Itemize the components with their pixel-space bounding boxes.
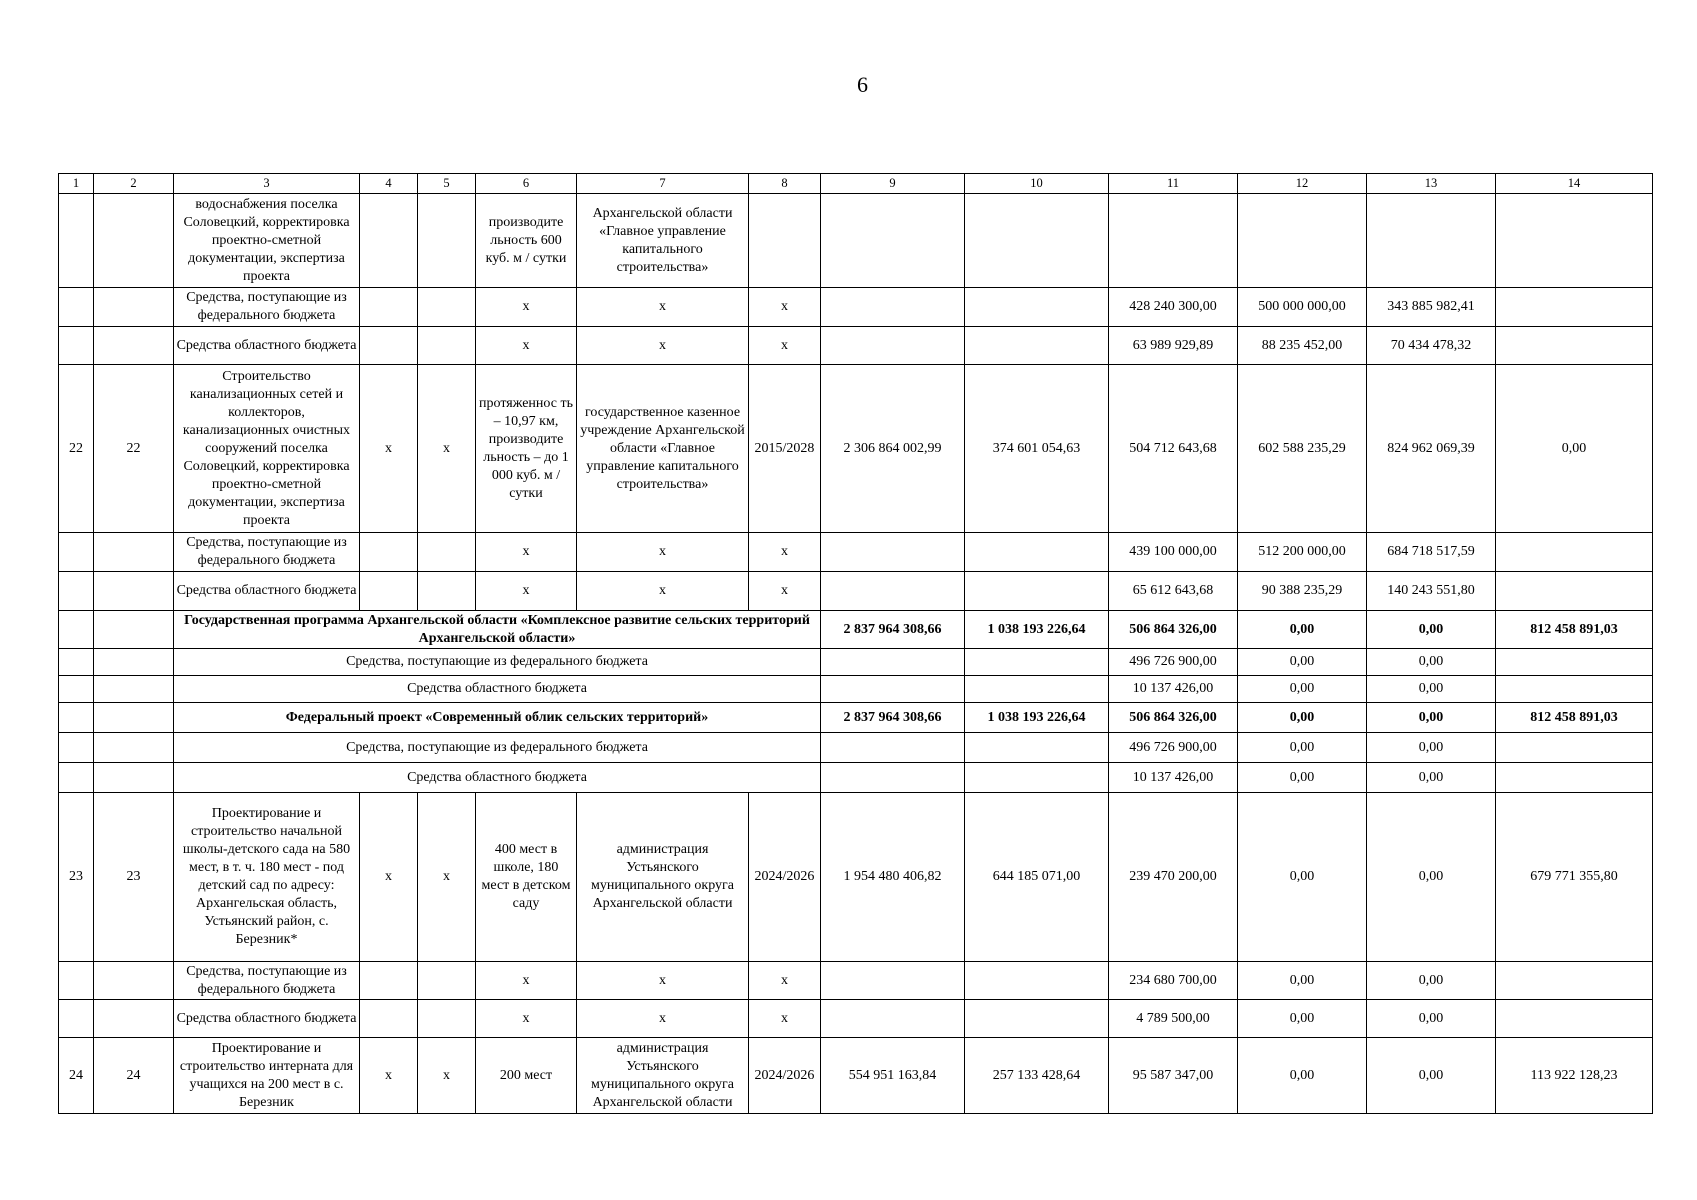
- amount-cell: [1496, 763, 1653, 793]
- table-cell: [59, 763, 94, 793]
- table-row: [59, 793, 1653, 962]
- table-cell: [94, 763, 174, 793]
- table-cell: [360, 962, 418, 1000]
- funding-source-cell: Средства, поступающие из федерального бюджета: [174, 733, 821, 763]
- table-cell: [418, 1000, 476, 1038]
- row-number-cell: [94, 962, 174, 1000]
- item-name-cell: Средства областного бюджета: [174, 1000, 360, 1038]
- table-cell: х: [577, 327, 749, 365]
- table-row: [59, 533, 1653, 572]
- row-number-cell: [59, 1000, 94, 1038]
- amount-cell: 0,00: [1238, 1038, 1367, 1114]
- header-cell: 5: [418, 174, 476, 194]
- table-cell: х: [360, 365, 418, 533]
- amount-cell: [821, 676, 965, 703]
- amount-cell: [1496, 533, 1653, 572]
- item-name-cell: Средства, поступающие из федерального бюджета: [174, 288, 360, 327]
- row-number-cell: [59, 533, 94, 572]
- amount-cell: [821, 572, 965, 611]
- amount-cell: [821, 1000, 965, 1038]
- header-cell: 3: [174, 174, 360, 194]
- amount-cell: 113 922 128,23: [1496, 1038, 1653, 1114]
- row-number-cell: 24: [94, 1038, 174, 1114]
- table-cell: администрация Устьянского муниципального округа Архангельской области: [577, 793, 749, 962]
- summary-row: [59, 763, 1653, 793]
- funding-source-cell: Средства областного бюджета: [174, 676, 821, 703]
- amount-cell: 0,00: [1238, 676, 1367, 703]
- table-cell: х: [577, 1000, 749, 1038]
- amount-cell: 1 954 480 406,82: [821, 793, 965, 962]
- table-cell: х: [476, 1000, 577, 1038]
- amount-cell: 0,00: [1367, 1038, 1496, 1114]
- row-number-cell: [59, 194, 94, 288]
- summary-row: [59, 733, 1653, 763]
- amount-cell: [821, 327, 965, 365]
- amount-cell: [965, 288, 1109, 327]
- table-cell: [418, 572, 476, 611]
- table-cell: [94, 676, 174, 703]
- header-cell: 13: [1367, 174, 1496, 194]
- item-name-cell: Средства, поступающие из федерального бюджета: [174, 962, 360, 1000]
- table-cell: х: [577, 288, 749, 327]
- amount-cell: 512 200 000,00: [1238, 533, 1367, 572]
- amount-cell: 2 837 964 308,66: [821, 611, 965, 649]
- row-number-cell: [94, 1000, 174, 1038]
- amount-cell: [1109, 194, 1238, 288]
- amount-cell: 88 235 452,00: [1238, 327, 1367, 365]
- amount-cell: 0,00: [1367, 676, 1496, 703]
- budget-table: [58, 173, 1653, 1114]
- table-cell: х: [749, 288, 821, 327]
- header-cell: 14: [1496, 174, 1653, 194]
- amount-cell: 234 680 700,00: [1109, 962, 1238, 1000]
- amount-cell: [1496, 676, 1653, 703]
- summary-row: [59, 611, 1653, 649]
- amount-cell: 10 137 426,00: [1109, 676, 1238, 703]
- header-cell: 6: [476, 174, 577, 194]
- amount-cell: [965, 763, 1109, 793]
- amount-cell: 63 989 929,89: [1109, 327, 1238, 365]
- amount-cell: 506 864 326,00: [1109, 611, 1238, 649]
- header-cell: 7: [577, 174, 749, 194]
- amount-cell: [1238, 194, 1367, 288]
- amount-cell: [1496, 327, 1653, 365]
- table-cell: 2015/2028: [749, 365, 821, 533]
- table-row: [59, 194, 1653, 288]
- table-cell: государственное казенное учреждение Архангельской области «Главное управление капитального строительства»: [577, 365, 749, 533]
- table-cell: х: [749, 533, 821, 572]
- amount-cell: 496 726 900,00: [1109, 733, 1238, 763]
- amount-cell: [965, 1000, 1109, 1038]
- amount-cell: 1 038 193 226,64: [965, 703, 1109, 733]
- header-row: [59, 174, 1653, 194]
- table-row: [59, 327, 1653, 365]
- funding-source-cell: Средства, поступающие из федерального бюджета: [174, 649, 821, 676]
- table-cell: [360, 327, 418, 365]
- table-cell: х: [749, 572, 821, 611]
- table-cell: протяженнос ть – 10,97 км, производите льность – до 1 000 куб. м / сутки: [476, 365, 577, 533]
- row-number-cell: [94, 327, 174, 365]
- page-number: 6: [857, 72, 868, 97]
- amount-cell: 4 789 500,00: [1109, 1000, 1238, 1038]
- table-cell: [94, 649, 174, 676]
- table-cell: х: [577, 962, 749, 1000]
- table-row: [59, 365, 1653, 533]
- amount-cell: 824 962 069,39: [1367, 365, 1496, 533]
- amount-cell: [1496, 572, 1653, 611]
- amount-cell: 812 458 891,03: [1496, 703, 1653, 733]
- table-cell: производите льность 600 куб. м / сутки: [476, 194, 577, 288]
- funding-source-cell: Средства областного бюджета: [174, 763, 821, 793]
- amount-cell: 679 771 355,80: [1496, 793, 1653, 962]
- amount-cell: 0,00: [1367, 649, 1496, 676]
- row-number-cell: [94, 533, 174, 572]
- amount-cell: [821, 533, 965, 572]
- table-cell: [360, 194, 418, 288]
- table-cell: х: [749, 327, 821, 365]
- amount-cell: [1496, 194, 1653, 288]
- amount-cell: [965, 962, 1109, 1000]
- amount-cell: 90 388 235,29: [1238, 572, 1367, 611]
- header-cell: 8: [749, 174, 821, 194]
- header-cell: 2: [94, 174, 174, 194]
- amount-cell: 257 133 428,64: [965, 1038, 1109, 1114]
- table-cell: 2024/2026: [749, 793, 821, 962]
- summary-row: [59, 703, 1653, 733]
- table-cell: [418, 288, 476, 327]
- row-number-cell: [94, 194, 174, 288]
- table-cell: [360, 1000, 418, 1038]
- table-cell: [59, 703, 94, 733]
- amount-cell: 95 587 347,00: [1109, 1038, 1238, 1114]
- table-cell: х: [577, 572, 749, 611]
- table-cell: х: [360, 1038, 418, 1114]
- amount-cell: [965, 533, 1109, 572]
- amount-cell: 343 885 982,41: [1367, 288, 1496, 327]
- row-number-cell: [94, 572, 174, 611]
- table-cell: [749, 194, 821, 288]
- amount-cell: 644 185 071,00: [965, 793, 1109, 962]
- table-cell: х: [418, 365, 476, 533]
- amount-cell: 0,00: [1238, 1000, 1367, 1038]
- amount-cell: 0,00: [1367, 733, 1496, 763]
- table-cell: 2024/2026: [749, 1038, 821, 1114]
- row-number-cell: [59, 288, 94, 327]
- amount-cell: 554 951 163,84: [821, 1038, 965, 1114]
- amount-cell: [821, 649, 965, 676]
- amount-cell: [965, 676, 1109, 703]
- table-cell: х: [749, 962, 821, 1000]
- table-cell: х: [749, 1000, 821, 1038]
- amount-cell: 70 434 478,32: [1367, 327, 1496, 365]
- amount-cell: 0,00: [1367, 793, 1496, 962]
- row-number-cell: [94, 288, 174, 327]
- amount-cell: 0,00: [1367, 1000, 1496, 1038]
- amount-cell: [1367, 194, 1496, 288]
- table-cell: х: [476, 327, 577, 365]
- header-cell: 9: [821, 174, 965, 194]
- amount-cell: 602 588 235,29: [1238, 365, 1367, 533]
- table-cell: [59, 733, 94, 763]
- table-cell: [59, 649, 94, 676]
- header-cell: 1: [59, 174, 94, 194]
- row-number-cell: 23: [59, 793, 94, 962]
- amount-cell: [821, 962, 965, 1000]
- table-cell: [360, 288, 418, 327]
- amount-cell: [965, 327, 1109, 365]
- amount-cell: [965, 733, 1109, 763]
- table-cell: х: [476, 572, 577, 611]
- table-cell: 400 мест в школе, 180 мест в детском саду: [476, 793, 577, 962]
- table-cell: [94, 733, 174, 763]
- item-name-cell: Средства областного бюджета: [174, 327, 360, 365]
- amount-cell: [821, 288, 965, 327]
- table-cell: х: [360, 793, 418, 962]
- summary-row: [59, 649, 1653, 676]
- table-cell: [94, 611, 174, 649]
- amount-cell: 0,00: [1238, 649, 1367, 676]
- amount-cell: [965, 649, 1109, 676]
- amount-cell: [1496, 733, 1653, 763]
- table-cell: х: [577, 533, 749, 572]
- amount-cell: 1 038 193 226,64: [965, 611, 1109, 649]
- amount-cell: [821, 763, 965, 793]
- header-cell: 4: [360, 174, 418, 194]
- item-name-cell: Проектирование и строительство интерната для учащихся на 200 мест в с. Березник: [174, 1038, 360, 1114]
- amount-cell: 0,00: [1367, 611, 1496, 649]
- table-row: [59, 572, 1653, 611]
- section-title-cell: Федеральный проект «Современный облик сельских территорий»: [174, 703, 821, 733]
- table-cell: [418, 533, 476, 572]
- table-cell: 200 мест: [476, 1038, 577, 1114]
- amount-cell: 812 458 891,03: [1496, 611, 1653, 649]
- amount-cell: 10 137 426,00: [1109, 763, 1238, 793]
- amount-cell: 0,00: [1367, 962, 1496, 1000]
- item-name-cell: Строительство канализационных сетей и коллекторов, канализационных очистных сооружений поселка Соловецкий, корректировка проектно-сметной документации, экспертиза проекта: [174, 365, 360, 533]
- item-name-cell: Средства, поступающие из федерального бюджета: [174, 533, 360, 572]
- amount-cell: 0,00: [1238, 733, 1367, 763]
- amount-cell: 0,00: [1496, 365, 1653, 533]
- item-name-cell: водоснабжения поселка Соловецкий, корректировка проектно-сметной документации, экспертиза проекта: [174, 194, 360, 288]
- amount-cell: 684 718 517,59: [1367, 533, 1496, 572]
- amount-cell: 500 000 000,00: [1238, 288, 1367, 327]
- amount-cell: 239 470 200,00: [1109, 793, 1238, 962]
- item-name-cell: Проектирование и строительство начальной школы-детского сада на 580 мест, в т. ч. 180 мест - под детский сад по адресу: Архангельская область, Устьянский район, с. Березник*: [174, 793, 360, 962]
- item-name-cell: Средства областного бюджета: [174, 572, 360, 611]
- table-cell: [418, 327, 476, 365]
- table-row: [59, 1000, 1653, 1038]
- amount-cell: 428 240 300,00: [1109, 288, 1238, 327]
- amount-cell: 0,00: [1238, 793, 1367, 962]
- table-cell: [59, 676, 94, 703]
- table-cell: х: [476, 962, 577, 1000]
- amount-cell: 140 243 551,80: [1367, 572, 1496, 611]
- amount-cell: 0,00: [1238, 962, 1367, 1000]
- row-number-cell: [59, 572, 94, 611]
- amount-cell: 2 306 864 002,99: [821, 365, 965, 533]
- header-cell: 11: [1109, 174, 1238, 194]
- amount-cell: 0,00: [1367, 703, 1496, 733]
- amount-cell: [965, 572, 1109, 611]
- row-number-cell: [59, 327, 94, 365]
- amount-cell: [965, 194, 1109, 288]
- row-number-cell: [59, 962, 94, 1000]
- amount-cell: 65 612 643,68: [1109, 572, 1238, 611]
- amount-cell: [1496, 1000, 1653, 1038]
- summary-row: [59, 676, 1653, 703]
- table-cell: х: [418, 1038, 476, 1114]
- amount-cell: 0,00: [1238, 703, 1367, 733]
- row-number-cell: 24: [59, 1038, 94, 1114]
- amount-cell: 0,00: [1238, 763, 1367, 793]
- table-cell: [418, 962, 476, 1000]
- amount-cell: [1496, 962, 1653, 1000]
- table-cell: Архангельской области «Главное управление капитального строительства»: [577, 194, 749, 288]
- table-cell: [94, 703, 174, 733]
- amount-cell: [821, 733, 965, 763]
- amount-cell: 496 726 900,00: [1109, 649, 1238, 676]
- table-row: [59, 288, 1653, 327]
- amount-cell: 0,00: [1367, 763, 1496, 793]
- section-title-cell: Государственная программа Архангельской области «Комплексное развитие сельских территорий Архангельской области»: [174, 611, 821, 649]
- table-cell: [59, 611, 94, 649]
- amount-cell: [1496, 288, 1653, 327]
- table-cell: [360, 533, 418, 572]
- row-number-cell: 22: [94, 365, 174, 533]
- table-cell: х: [476, 533, 577, 572]
- table-cell: х: [418, 793, 476, 962]
- amount-cell: [1496, 649, 1653, 676]
- row-number-cell: 23: [94, 793, 174, 962]
- amount-cell: [821, 194, 965, 288]
- row-number-cell: 22: [59, 365, 94, 533]
- amount-cell: 439 100 000,00: [1109, 533, 1238, 572]
- header-cell: 10: [965, 174, 1109, 194]
- amount-cell: 504 712 643,68: [1109, 365, 1238, 533]
- table-row: [59, 1038, 1653, 1114]
- table-cell: администрация Устьянского муниципального округа Архангельской области: [577, 1038, 749, 1114]
- amount-cell: 506 864 326,00: [1109, 703, 1238, 733]
- header-cell: 12: [1238, 174, 1367, 194]
- table-cell: [418, 194, 476, 288]
- table-row: [59, 962, 1653, 1000]
- amount-cell: 2 837 964 308,66: [821, 703, 965, 733]
- amount-cell: 374 601 054,63: [965, 365, 1109, 533]
- amount-cell: 0,00: [1238, 611, 1367, 649]
- table-cell: х: [476, 288, 577, 327]
- table-cell: [360, 572, 418, 611]
